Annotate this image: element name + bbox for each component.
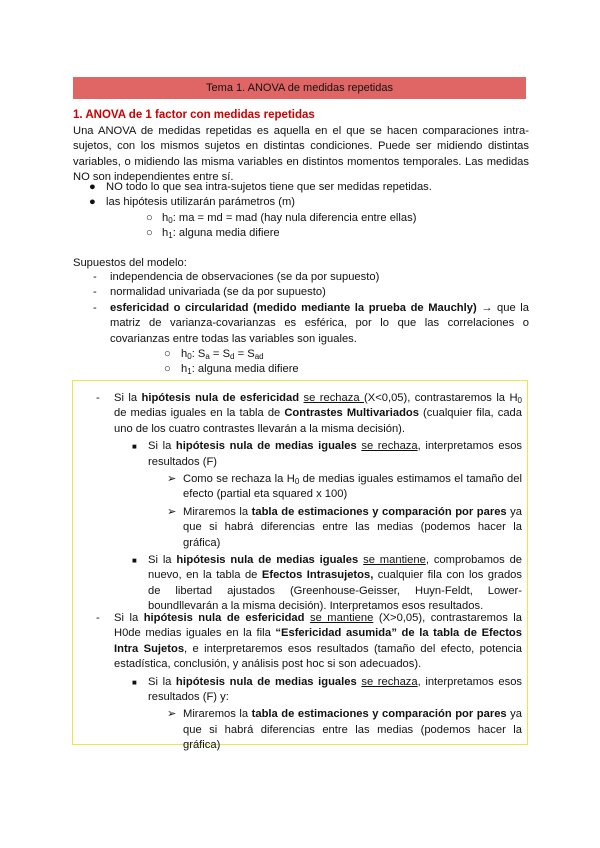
- text-part: de medias iguales en la tabla de: [114, 407, 285, 420]
- list-item: [72, 553, 528, 615]
- text-part: (X<0,05), contrastaremos la H: [364, 392, 518, 404]
- text-bold: hipótesis nula de medias iguales: [175, 440, 357, 453]
- bullet-marker: ●: [89, 196, 96, 209]
- h1-label: h: [181, 363, 188, 376]
- text-part: Si la: [148, 440, 176, 453]
- text-part: Si la: [114, 612, 144, 624]
- text-part: (X>0,05), contrastaremos la H0de medias iguales en la fila: [114, 612, 523, 640]
- text-bold: hipótesis nula de esfericidad: [141, 392, 300, 404]
- text-bold: tabla de estimaciones y comparación por pares: [251, 708, 507, 721]
- h0-sub: 0: [187, 352, 192, 362]
- text-part: Si la: [114, 392, 142, 404]
- text-sub: 0: [294, 477, 300, 487]
- text-underline: se mantiene: [363, 554, 426, 567]
- text-part: ya que si habrá diferencias entre las medias (podemos hacer la gráfica): [183, 708, 522, 752]
- text-part: Si la: [148, 675, 176, 688]
- circle-marker: ○: [164, 348, 171, 361]
- text-part: Si la: [148, 554, 177, 567]
- arrow-marker: ➢: [167, 708, 177, 721]
- bullet-marker: ●: [89, 181, 96, 193]
- box-block-mantiene: [72, 611, 528, 754]
- bullet-text: NO todo lo que sea intra-sujetos tiene que ser medidas repetidas.: [106, 181, 432, 193]
- text-part: , interpretamos esos resultados (F): [148, 440, 523, 468]
- h0-sub: 0: [168, 215, 173, 225]
- intro-paragraph: [73, 124, 529, 186]
- text-part: Miraremos la: [183, 708, 252, 721]
- bullet-list: [73, 180, 529, 242]
- dash-marker: -: [93, 286, 97, 299]
- supuesto-text: → que la matriz de varianza-covarianzas es esférica, por lo que las correlaciones o covarianzas entre todas las variables son iguales.: [110, 301, 529, 345]
- list-item: [73, 285, 529, 300]
- text-part: Como se rechaza la H: [183, 473, 295, 486]
- h1-text: : alguna media difiere: [191, 363, 299, 376]
- h1-sub: 1: [168, 231, 173, 241]
- circle-marker: ○: [146, 211, 153, 224]
- list-item: [106, 211, 529, 226]
- list-item: [73, 180, 529, 195]
- h0-label: h: [162, 211, 169, 224]
- sub-list: [110, 347, 529, 378]
- text-part: , interpretamos esos resultados (F) y:: [148, 675, 523, 704]
- text-sub: 0: [517, 396, 522, 405]
- text-bold: tabla de estimaciones y comparación por pares: [251, 505, 507, 518]
- text-part: , comprobamos de nuevo, en la tabla de: [148, 554, 523, 582]
- text-part: Miraremos la: [183, 505, 252, 518]
- h1-text: : alguna media difiere: [172, 227, 280, 240]
- text-part: ya que si habrá diferencias entre las medias (podemos hacer la gráfica): [183, 505, 522, 549]
- list-item: [72, 391, 528, 437]
- dash-marker: -: [96, 612, 100, 624]
- square-marker: ■: [132, 677, 137, 687]
- formula-sub: d: [230, 352, 235, 362]
- text-underline: se rechaza: [361, 440, 418, 453]
- square-marker: ■: [132, 442, 137, 452]
- box-block-rechaza: [72, 391, 528, 615]
- text-underline: se rechaza: [303, 392, 365, 404]
- circle-marker: ○: [146, 227, 153, 240]
- text-part: de medias iguales estimamos el tamaño del efecto (partial eta squared x 100): [183, 473, 522, 501]
- list-item: [72, 505, 528, 551]
- text-bold: hipótesis nula de medias iguales: [175, 675, 357, 688]
- list-item: [73, 195, 529, 241]
- text-bold: Efectos Intrasujetos,: [261, 569, 374, 582]
- list-item: [72, 439, 528, 470]
- h0-text: : ma = md = mad (hay nula diferencia entre ellas): [172, 211, 417, 224]
- formula-part: : S: [191, 348, 206, 361]
- supuestos-heading: Supuestos del modelo:: [73, 257, 187, 269]
- supuesto-bold: esfericidad o circularidad (medido mediante la prueba de Mauchly): [110, 301, 477, 314]
- text-bold: “Esfericidad asumida” de la tabla de Efectos Intra Sujetos: [114, 627, 522, 655]
- h0-label: h: [181, 348, 188, 361]
- sub-list: [106, 211, 529, 242]
- supuestos-list: [73, 270, 529, 378]
- formula-part: = S: [234, 348, 255, 361]
- arrow-marker: ➢: [167, 505, 177, 518]
- formula-sub: a: [205, 352, 210, 362]
- text-bold: hipótesis nula de medias iguales: [176, 554, 359, 567]
- text-underline: se rechaza: [361, 675, 418, 688]
- dash-marker: -: [96, 392, 100, 404]
- square-marker: ■: [132, 556, 137, 566]
- list-item: [72, 611, 528, 673]
- dash-marker: -: [93, 301, 97, 314]
- circle-marker: ○: [164, 363, 171, 376]
- formula-sub: ad: [254, 352, 264, 362]
- dash-marker: -: [93, 271, 97, 283]
- arrow-marker: ➢: [167, 473, 177, 486]
- text-bold: hipótesis nula de esfericidad: [143, 612, 305, 624]
- section-heading: 1. ANOVA de 1 factor con medidas repetidas: [73, 109, 315, 121]
- text-part: , e interpretaremos esos resultados (tamaño del efecto, potencia estadística, conclusión, y análisis post hoc si son adecuados).: [114, 642, 522, 671]
- list-item: [106, 226, 529, 241]
- h1-label: h: [162, 227, 169, 240]
- text-part: (cualquier fila, cada uno de los cuatro contrastes llevarán a la misma decisión).: [114, 407, 523, 435]
- intro-text: Una ANOVA de medidas repetidas es aquella en el que se hacen comparaciones intra-sujetos, con los mismos sujetos en distintas condiciones. Puede ser midiendo distintas variables, o midiendo las misma variables en distintos momentos temporales. Las medidas NO son independientes entre sí.: [73, 125, 529, 184]
- page-title: Tema 1. ANOVA de medidas repetidas: [73, 77, 526, 99]
- list-item: [72, 707, 528, 753]
- text-bold: Contrastes Multivariados: [284, 407, 419, 420]
- list-item: [110, 347, 529, 362]
- list-item: [72, 472, 528, 503]
- list-item: [72, 675, 528, 706]
- bullet-text: las hipótesis utilizarán parámetros (m): [106, 196, 296, 209]
- list-item: [73, 270, 529, 285]
- supuesto-text: normalidad univariada (se da por supuesto): [110, 286, 326, 299]
- list-item: [110, 362, 529, 377]
- list-item: [73, 301, 529, 378]
- supuesto-text: independencia de observaciones (se da por supuesto): [110, 271, 380, 283]
- h1-sub: 1: [187, 367, 192, 377]
- text-part: cualquier fila con los grados de libertad ajustados (Greenhouse-Geisser, Huyn-Feldt, Lower-boundllevarán a la misma decisión). Interpretamos esos resultados.: [148, 569, 522, 613]
- formula-part: = S: [209, 348, 231, 361]
- text-underline: se mantiene: [309, 612, 374, 624]
